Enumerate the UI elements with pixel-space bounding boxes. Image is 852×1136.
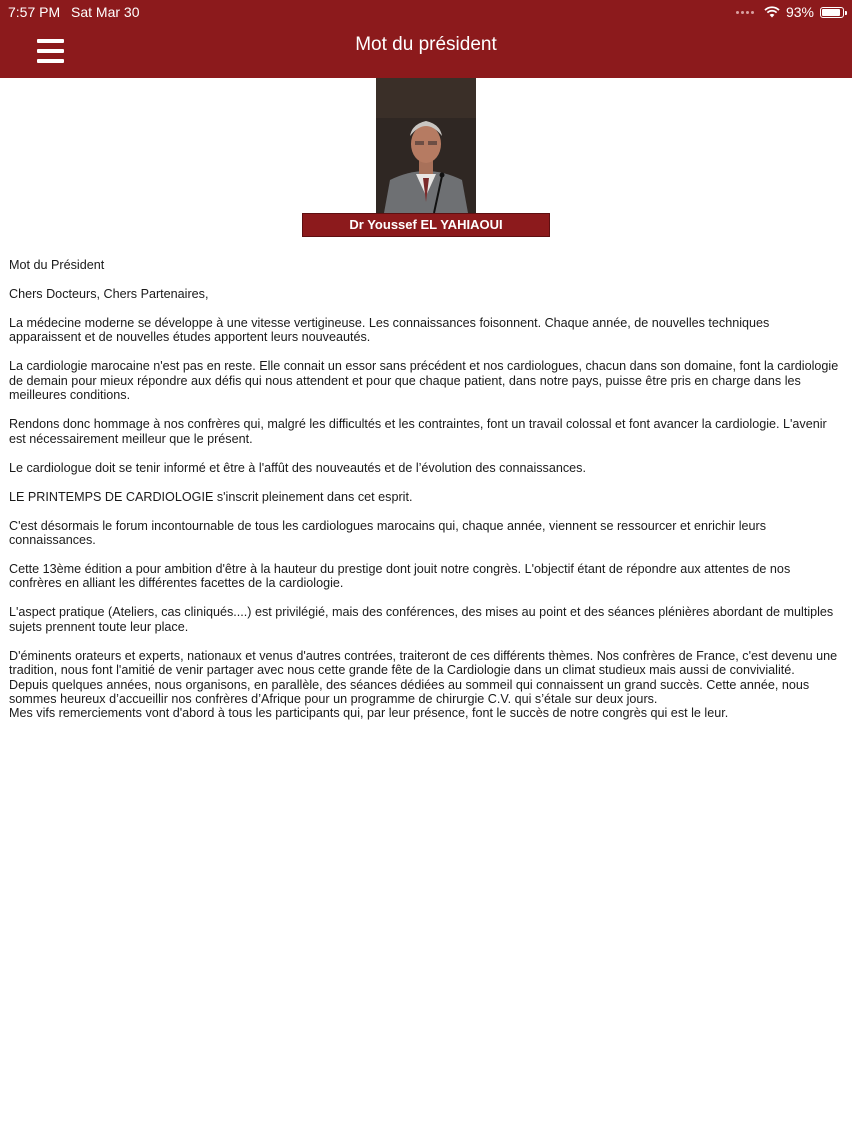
status-date: Sat Mar 30 [71, 4, 140, 20]
page-title: Mot du président [355, 34, 497, 55]
battery-fill [822, 9, 840, 16]
message-paragraph: Rendons donc hommage à nos confrères qui, malgré les difficultés et les contraintes, font un travail colossal et font avancer la cardiologie. L'avenir est nécessairement meilleur que le présent. [9, 417, 827, 446]
president-message [9, 258, 839, 721]
message-paragraph: C'est désormais le forum incontournable de tous les cardiologues marocains qui, chaque année, viennent se ressourcer et enrichir leurs connaissances. [9, 518, 767, 548]
message-paragraph: La médecine moderne se développe à une vitesse vertigineuse. Les connaissances foisonnent. Chaque année, de nouvelles techniques apparaissent et de nouvelles études apportent leurs nouveautés. [9, 316, 770, 345]
message-paragraph: Le cardiologue doit se tenir informé et être à l'affût des nouveautés et de l’évolution des connaissances. [9, 460, 586, 475]
app-header [0, 0, 852, 78]
message-paragraph: Cette 13ème édition a pour ambition d'être à la hauteur du prestige dont jouit notre congrès. L'objectif étant de répondre aux attentes de nos confrères en alliant les différentes facettes de la cardiologie. [9, 562, 791, 591]
status-indicators [736, 0, 844, 24]
message-paragraph: L'aspect pratique (Ateliers, cas cliniqués....) est privilégié, mais des conférences, des mises au point et des séances plénières abordant de multiples sujets prennent toute leur place. [9, 605, 834, 634]
message-heading: Mot du Président [9, 258, 105, 272]
president-name: Dr Youssef EL YAHIAOUI [302, 213, 550, 237]
message-paragraph: Depuis quelques années, nous organisons, en parallèle, des séances dédiées au sommeil qui connaissent un grand succès. Cette année, nous sommes heureux d’accueillir nos confrères d’Afrique pour un programme de chirurgie C.V. qui s’étale sur deux jours. [9, 677, 810, 707]
status-time: 7:57 PM [8, 4, 61, 20]
message-paragraph: Mes vifs remerciements vont d'abord à tous les participants qui, par leur présence, font le succès de notre congrès qui est le leur. [9, 706, 729, 721]
wifi-icon [764, 6, 780, 18]
battery-percent: 93% [785, 4, 814, 20]
cellular-signal-icon [736, 11, 754, 14]
navigation-bar [0, 24, 852, 78]
message-paragraph: La cardiologie marocaine n'est pas en reste. Elle connait un essor sans précédent et nos cardiologues, chacun dans son domaine, font la cardiologie de demain pour mieux répondre aux défis qui nous attendent et pour que chaque patient, dans notre pays, puisse être pris en charge dans les meilleures conditions. [9, 359, 839, 403]
battery-icon [820, 7, 844, 18]
president-photo [376, 78, 476, 213]
message-greeting: Chers Docteurs, Chers Partenaires, [9, 287, 209, 301]
message-paragraph: LE PRINTEMPS DE CARDIOLOGIE s'inscrit pleinement dans cet esprit. [9, 489, 413, 504]
status-bar [0, 0, 852, 24]
message-paragraph: D'éminents orateurs et experts, nationaux et venus d'autres contrées, traiteront de ces différents thèmes. Nos confrères de France, c'est devenu une tradition, nous font l'amitié de venir partager avec nous cette grande fête de la Cardiologie dans un climat studieux mais aussi de convivialité. [9, 648, 838, 678]
portrait-image [376, 78, 476, 213]
